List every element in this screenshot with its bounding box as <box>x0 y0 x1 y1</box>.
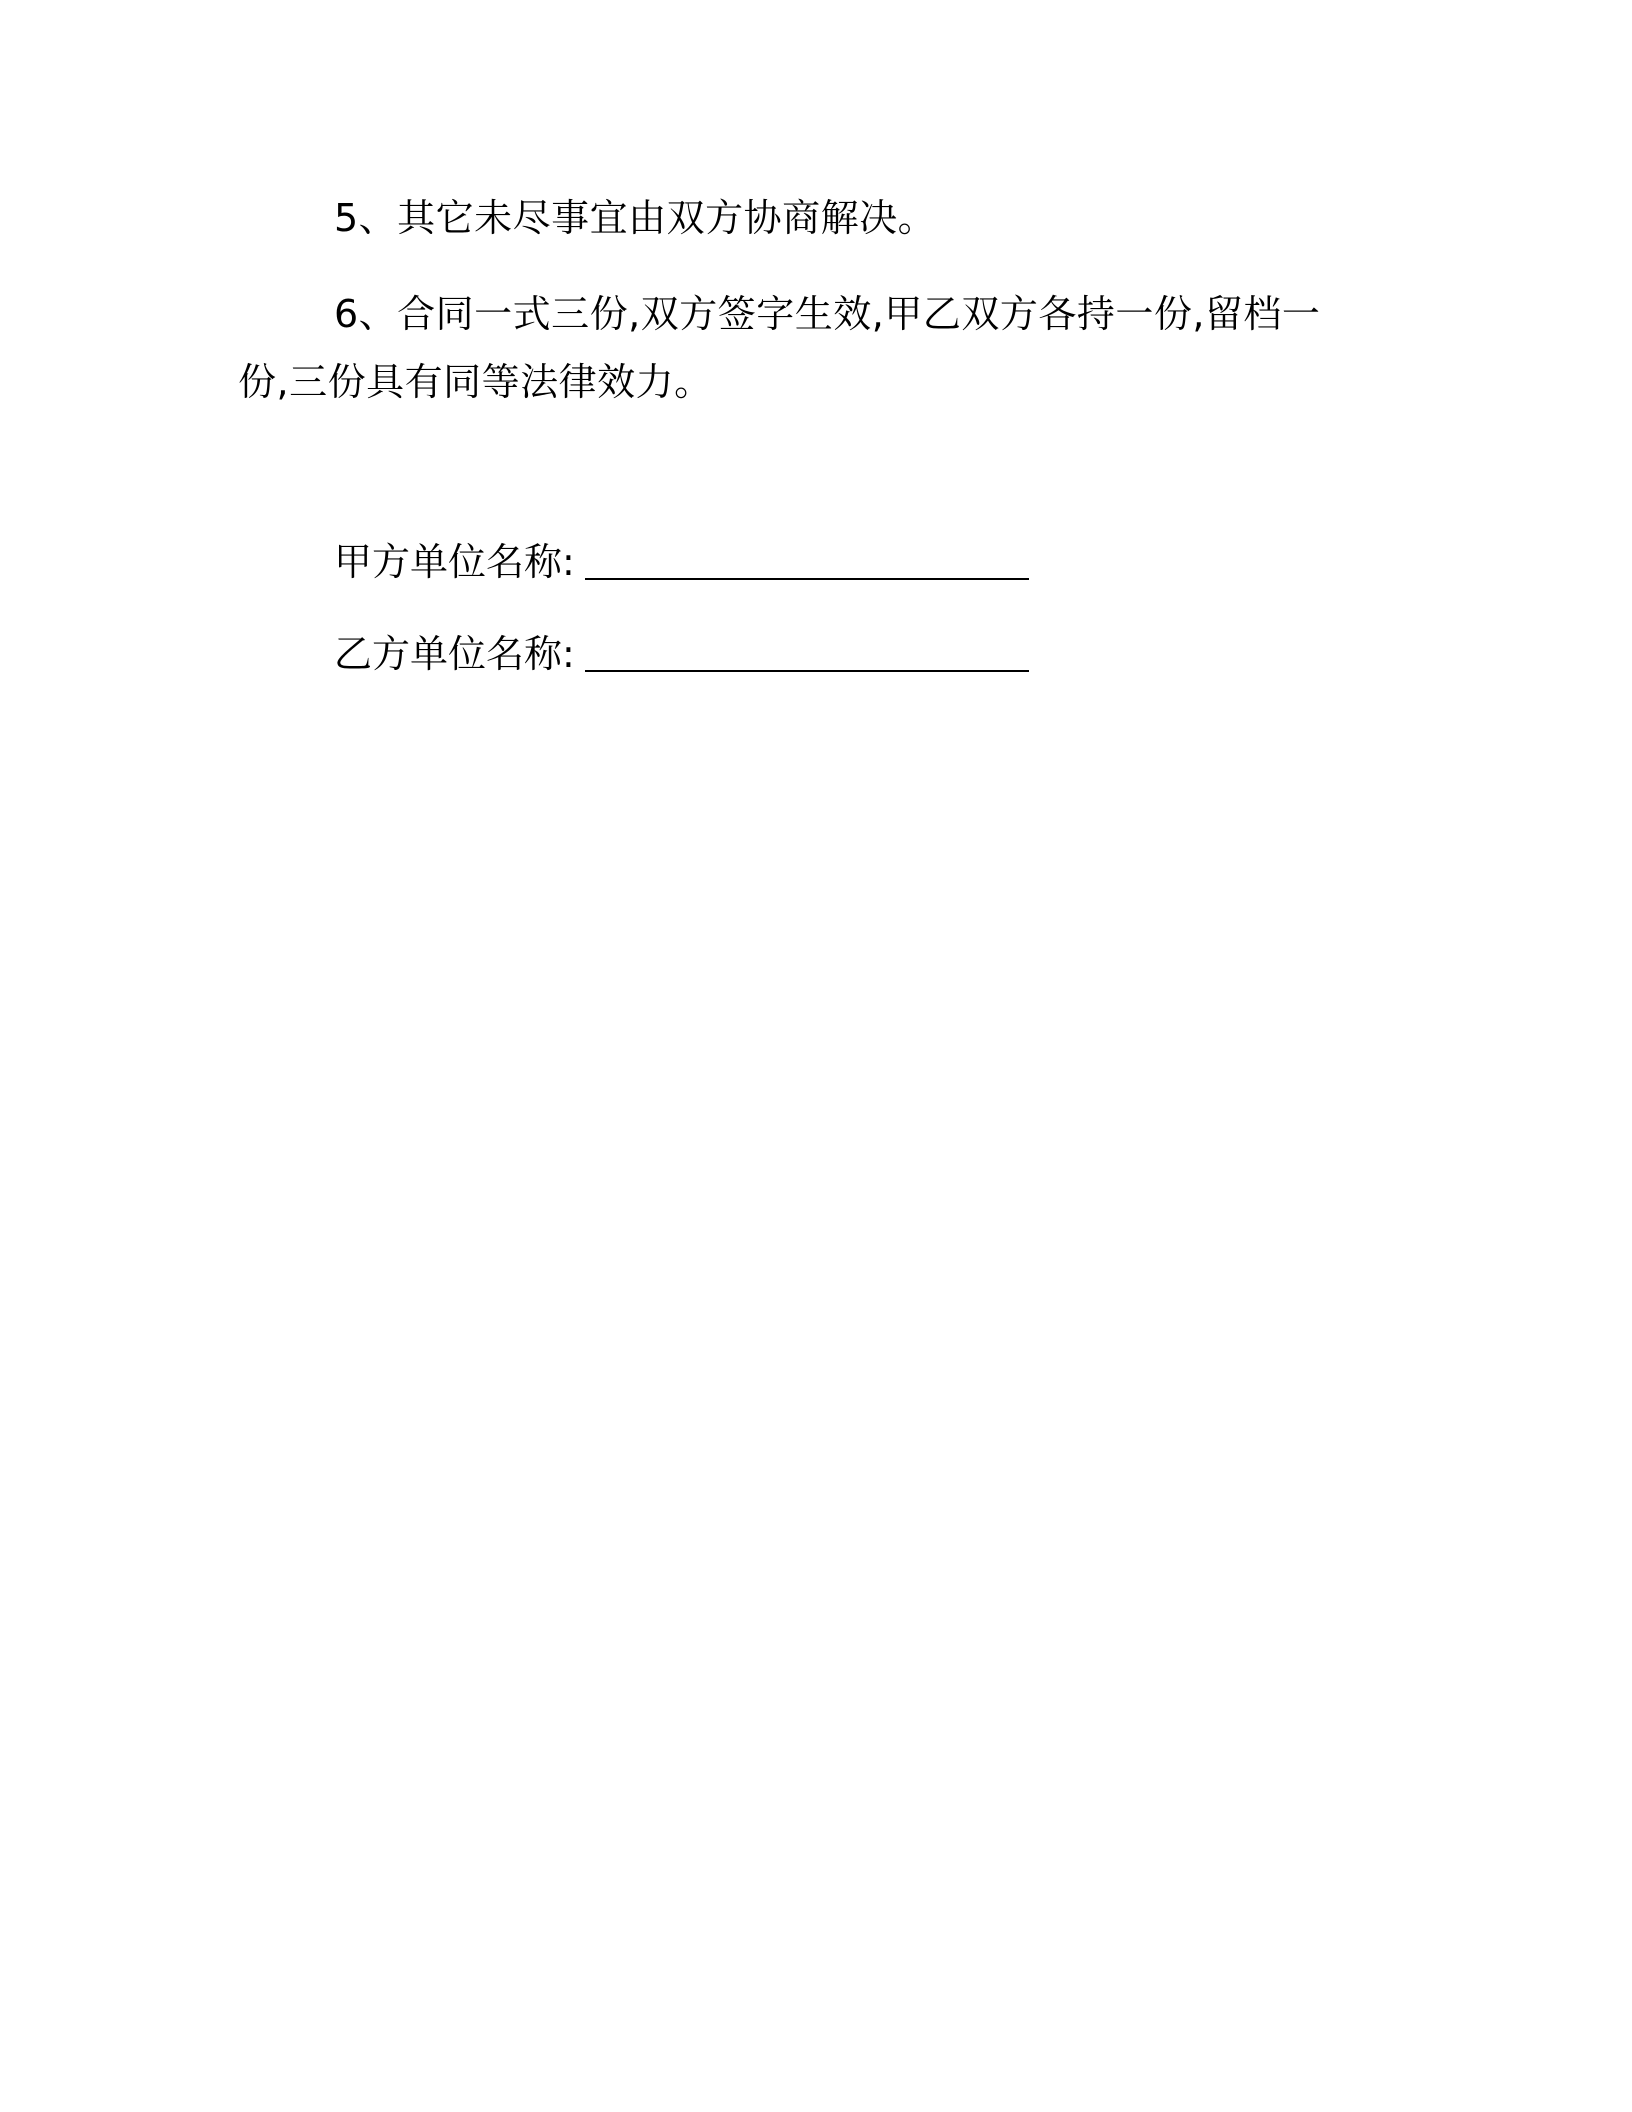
party-a-signature-row <box>334 532 1029 592</box>
party-b-label: 乙方单位名称: <box>334 632 575 676</box>
clause-6-text: 6、合同一式三份,双方签字生效,甲乙双方各持一份,留档一份,三份具有同等法律效力。 <box>238 292 1321 404</box>
clause-5 <box>238 184 1358 252</box>
clause-6 <box>238 280 1358 416</box>
party-a-label: 甲方单位名称: <box>334 540 575 584</box>
party-b-signature-row <box>334 624 1029 684</box>
clause-5-text: 5、其它未尽事宜由双方协商解决。 <box>334 196 937 240</box>
party-a-signature-line <box>585 578 1029 580</box>
party-b-signature-line <box>585 670 1029 672</box>
